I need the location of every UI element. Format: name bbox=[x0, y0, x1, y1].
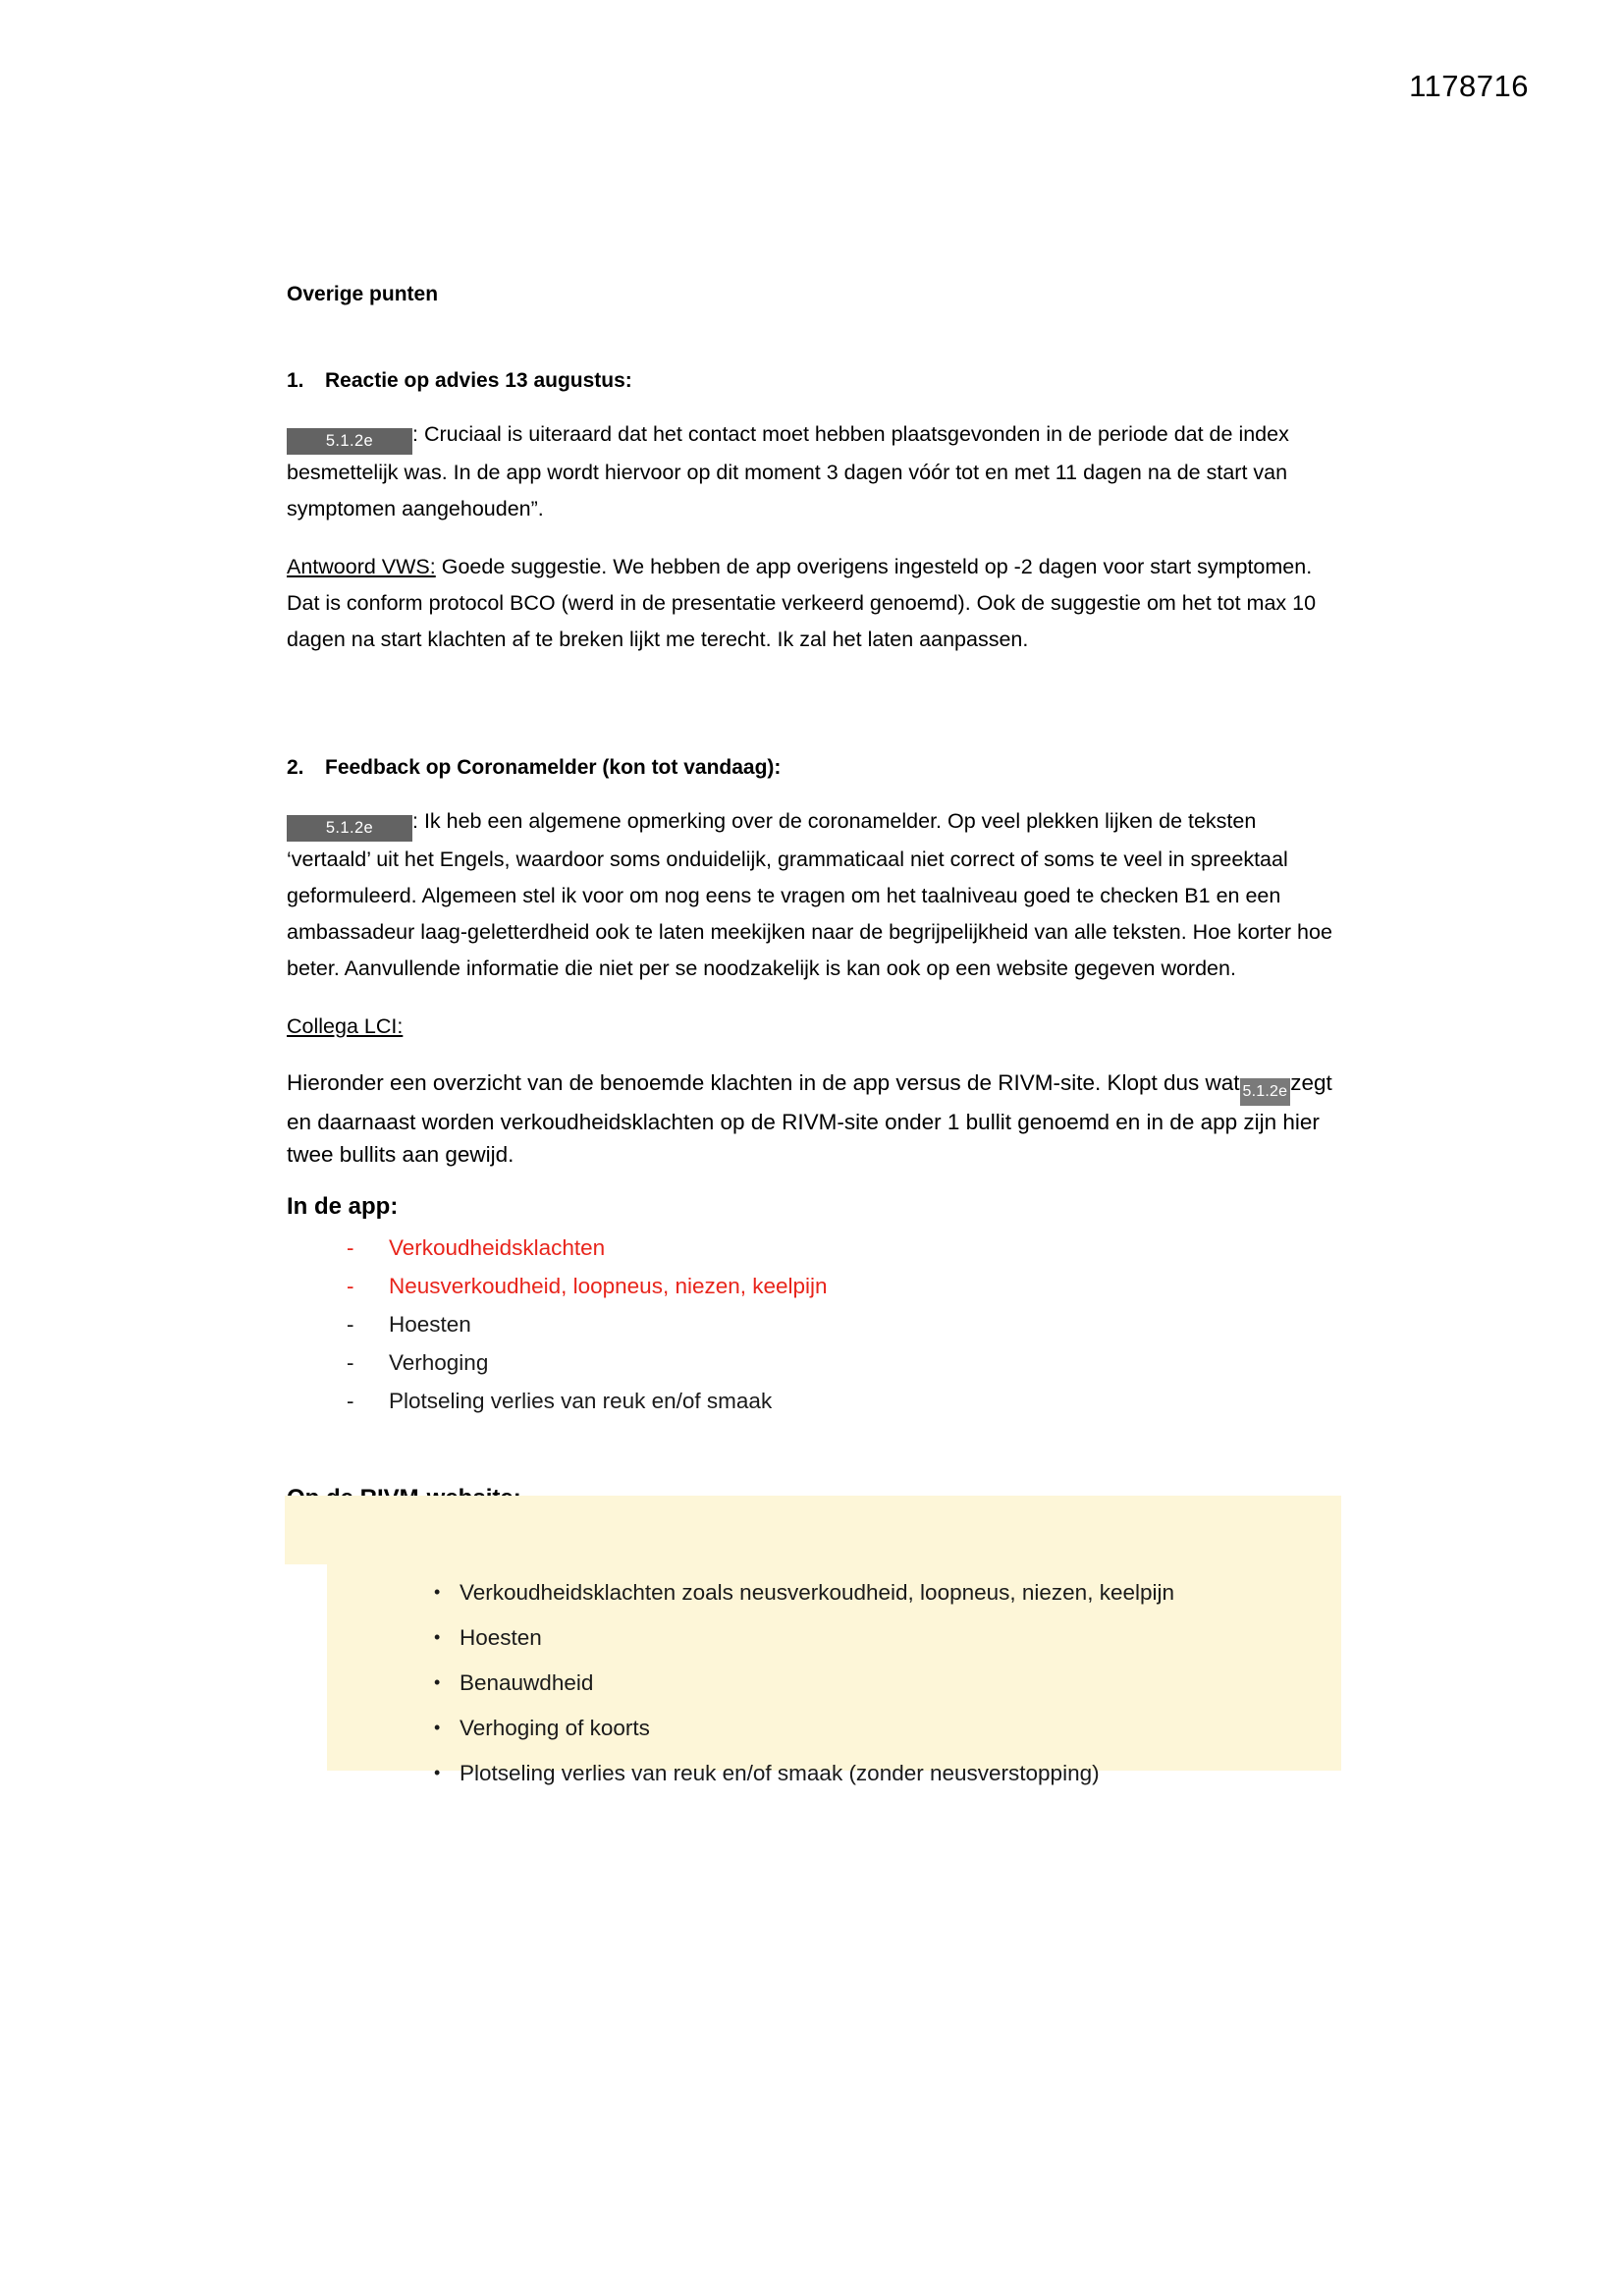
spacer bbox=[287, 987, 1345, 1009]
list-item bbox=[285, 1578, 1341, 1608]
spacer bbox=[287, 395, 1345, 416]
lci-paragraph bbox=[287, 1066, 1345, 1171]
collega-lci-label-wrap bbox=[287, 1009, 1345, 1045]
dash-marker: - bbox=[347, 1350, 354, 1375]
section-1-quote-text: : Cruciaal is uiteraard dat het contact moet hebben plaatsgevonden in de periode dat de index besmettelijk was. In de app wordt hiervoor op dit moment 3 dagen vóór tot en met 11 dagen na de start van symptomen aangehouden”. bbox=[287, 422, 1289, 520]
list-item-label: Verkoudheidsklachten zoals neusverkoudheid, loopneus, niezen, keelpijn bbox=[460, 1580, 1174, 1605]
list-item bbox=[347, 1233, 1345, 1262]
section-2-quote-text: : Ik heb een algemene opmerking over de coronamelder. Op veel plekken lijken de teksten ‘vertaald’ uit het Engels, waardoor soms onduidelijk, grammaticaal niet correct of soms te veel in spreektaal geformuleerd. Algemeen stel ik voor om nog eens te vragen om het taalniveau goed te checken B1 en een ambassadeur laag-geletterdheid ook te laten meekijken naar de begrijpelijkheid van alle teksten. Hoe korter hoe beter. Aanvullende informatie die niet per se noodzakelijk is kan ook op een website gegeven worden. bbox=[287, 809, 1332, 980]
list-item bbox=[285, 1714, 1341, 1743]
dash-marker: - bbox=[347, 1235, 354, 1260]
redaction-chip-2: 5.1.2e bbox=[287, 815, 412, 842]
dash-marker: - bbox=[347, 1389, 354, 1413]
rivm-symptom-list bbox=[285, 1578, 1341, 1804]
section-1-answer bbox=[287, 549, 1345, 658]
list-item-label: Verhoging of koorts bbox=[460, 1716, 650, 1740]
section-2-quote bbox=[287, 803, 1345, 987]
section-1-heading bbox=[287, 367, 1345, 395]
section-1-title: Reactie op advies 13 augustus: bbox=[325, 369, 632, 392]
bullet-marker: • bbox=[434, 1718, 441, 1737]
section-1-quote bbox=[287, 416, 1345, 527]
app-symptom-list bbox=[287, 1233, 1345, 1415]
list-item-label: Neusverkoudheid, loopneus, niezen, keelpijn bbox=[389, 1274, 828, 1298]
list-item bbox=[285, 1623, 1341, 1653]
spacer bbox=[287, 527, 1345, 549]
list-item-label: Hoesten bbox=[460, 1625, 542, 1650]
spacer bbox=[287, 308, 1345, 367]
collega-lci-label: Collega LCI: bbox=[287, 1014, 404, 1038]
list-item bbox=[347, 1387, 1345, 1415]
spacer bbox=[287, 658, 1345, 717]
bullet-marker: • bbox=[434, 1582, 441, 1602]
spacer bbox=[287, 1222, 1345, 1233]
bullet-marker: • bbox=[434, 1763, 441, 1782]
page-title: Overige punten bbox=[287, 283, 439, 305]
in-de-app-heading: In de app: bbox=[287, 1193, 399, 1220]
spacer bbox=[287, 717, 1345, 754]
list-item-label: Verkoudheidsklachten bbox=[389, 1235, 606, 1260]
list-item bbox=[285, 1759, 1341, 1788]
spacer bbox=[287, 782, 1345, 803]
spacer bbox=[287, 1045, 1345, 1066]
bullet-marker: • bbox=[434, 1672, 441, 1692]
spacer bbox=[287, 1171, 1345, 1192]
bullet-marker: • bbox=[434, 1627, 441, 1647]
section-2-heading bbox=[287, 754, 1345, 782]
list-item bbox=[285, 1668, 1341, 1698]
section-2-number: 2. bbox=[287, 756, 304, 779]
lci-text-part2: zegt en daarnaast worden verkoudheidsklachten op de RIVM-site onder 1 bullit genoemd en in de app zijn hier twee bullits aan gewijd. bbox=[287, 1070, 1332, 1167]
list-item bbox=[347, 1348, 1345, 1377]
list-item-label: Benauwdheid bbox=[460, 1670, 594, 1695]
document-body bbox=[287, 281, 1345, 1513]
answer-vws-text: Goede suggestie. We hebben de app overigens ingesteld op -2 dagen voor start symptomen. Dat is conform protocol BCO (werd in de presentatie verkeerd genoemd). Ook de suggestie om het tot max 10 dagen na start klachten af te breken lijkt me terecht. Ik zal het laten aanpassen. bbox=[287, 555, 1317, 651]
section-1-number: 1. bbox=[287, 369, 304, 392]
dash-marker: - bbox=[347, 1312, 354, 1337]
list-item-label: Plotseling verlies van reuk en/of smaak (zonder neusverstopping) bbox=[460, 1761, 1100, 1785]
redaction-chip-1: 5.1.2e bbox=[287, 428, 412, 455]
spacer bbox=[287, 1425, 1345, 1484]
document-number: 1178716 bbox=[1409, 69, 1529, 103]
section-2-title: Feedback op Coronamelder (kon tot vandaag): bbox=[325, 756, 782, 779]
list-item-label: Hoesten bbox=[389, 1312, 471, 1337]
list-item-label: Plotseling verlies van reuk en/of smaak bbox=[389, 1389, 773, 1413]
list-item-label: Verhoging bbox=[389, 1350, 489, 1375]
highlight-band-top bbox=[285, 1496, 1341, 1564]
list-item bbox=[347, 1310, 1345, 1339]
rivm-highlight-block bbox=[285, 1496, 1341, 1785]
answer-vws-label: Antwoord VWS: bbox=[287, 555, 436, 578]
dash-marker: - bbox=[347, 1274, 354, 1298]
lci-text-part1: Hieronder een overzicht van de benoemde klachten in de app versus de RIVM-site. Klopt dus wat bbox=[287, 1070, 1240, 1095]
redaction-chip-3: 5.1.2e bbox=[1240, 1078, 1291, 1106]
list-item bbox=[347, 1272, 1345, 1300]
